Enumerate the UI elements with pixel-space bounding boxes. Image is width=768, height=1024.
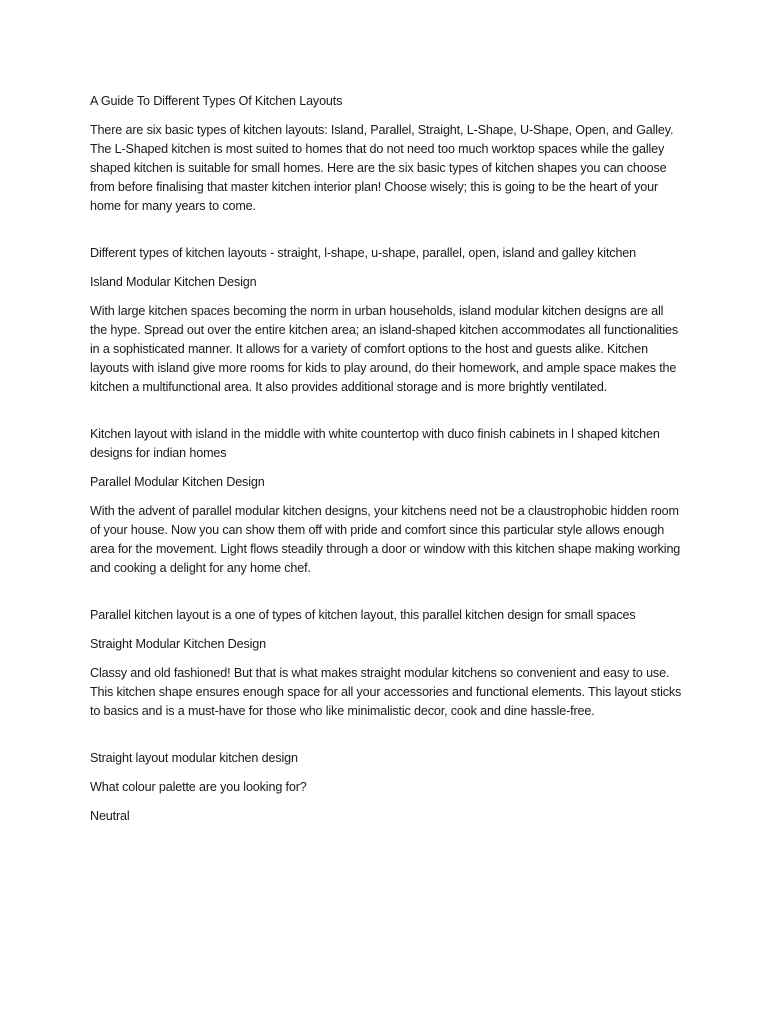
straight-heading: Straight Modular Kitchen Design bbox=[90, 637, 266, 651]
island-paragraph: With large kitchen spaces becoming the norm in urban households, island modular kitchen designs are all the hype. Spread out over the entire kitchen area; an island-shaped kitchen accommodates all functionalities in a sophisticated manner. It allows for a variety of comfort options to the host and guests alike. Kitchen layouts with island give more rooms for kids to play around, do their homework, and ample space makes the kitchen a multifunctional area. It also provides additional storage and is more brightly ventilated. bbox=[90, 304, 678, 394]
document-title: A Guide To Different Types Of Kitchen Layouts bbox=[90, 94, 343, 108]
island-heading: Island Modular Kitchen Design bbox=[90, 275, 257, 289]
straight-paragraph: Classy and old fashioned! But that is what makes straight modular kitchens so convenient and easy to use. This kitchen shape ensures enough space for all your accessories and functional elements. This layout sticks to basics and is a must-have for those who like minimalistic decor, cook and dine hassle-free. bbox=[90, 666, 682, 718]
parallel-caption: Parallel kitchen layout is a one of types of kitchen layout, this parallel kitchen design for small spaces bbox=[90, 608, 636, 622]
palette-answer: Neutral bbox=[90, 809, 130, 823]
layout-types-caption: Different types of kitchen layouts - straight, l-shape, u-shape, parallel, open, island and galley kitchen bbox=[90, 246, 637, 260]
palette-question: What colour palette are you looking for? bbox=[90, 780, 307, 794]
intro-paragraph: There are six basic types of kitchen layouts: Island, Parallel, Straight, L-Shape, U-Shape, Open, and Galley. The L-Shaped kitchen is most suited to homes that do not need too much worktop spaces while the galley shaped kitchen is suitable for small homes. Here are the six basic types of kitchen shapes you can choose from before finalising that master kitchen interior plan! Choose wisely; this is going to be the heart of your home for many years to come. bbox=[90, 123, 674, 213]
parallel-heading: Parallel Modular Kitchen Design bbox=[90, 475, 265, 489]
straight-caption: Straight layout modular kitchen design bbox=[90, 751, 298, 765]
document-body bbox=[90, 92, 682, 836]
parallel-paragraph: With the advent of parallel modular kitchen designs, your kitchens need not be a claustrophobic hidden room of your house. Now you can show them off with pride and comfort since this particular style allows enough area for the movement. Light flows steadily through a door or window with this kitchen shape making working and cooking a delight for any home chef. bbox=[90, 504, 681, 575]
island-caption: Kitchen layout with island in the middle with white countertop with duco finish cabinets in l shaped kitchen designs for indian homes bbox=[90, 427, 660, 460]
